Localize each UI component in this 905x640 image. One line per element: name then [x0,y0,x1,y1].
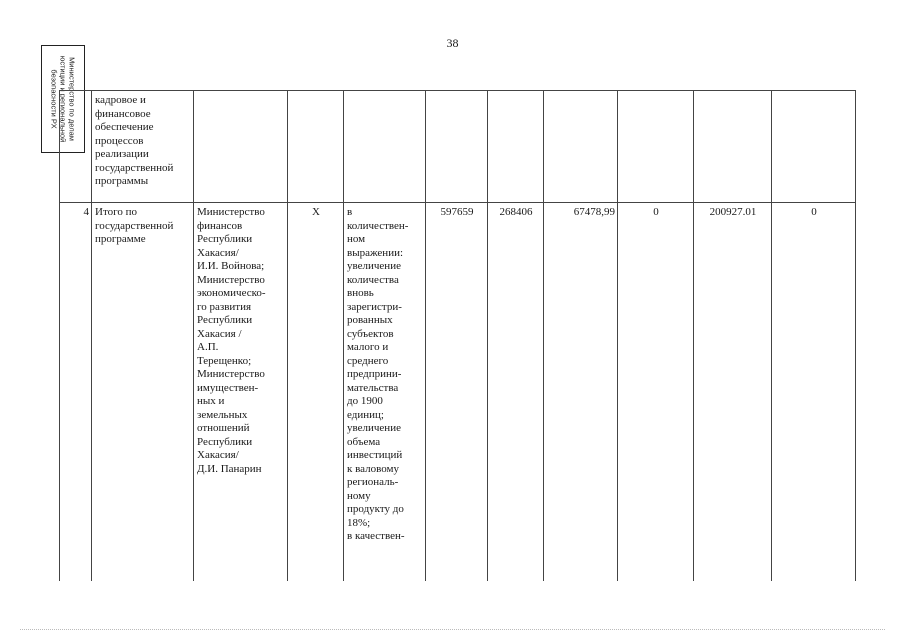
mark-cell: Х [288,203,344,581]
row-number-cell: 4 [60,203,92,581]
value-cell-2: 268406 [488,203,544,581]
page-number: 38 [446,36,459,50]
value-cell-1: 597659 [426,203,488,581]
value-cell-1 [426,91,488,203]
responsible-cell: Министерство финансов Республики Хакасия/ И.И. Войнова; Министерство экономическо- го развития Республики Хакасия / А.П. Терещенко; Министерство имуществен- ных и земельных отношений Республики Хакасия/ Д.И. Панарин [194,203,288,581]
measure-name-cell: Итого по государственной программе [92,203,194,581]
responsible-cell [194,91,288,203]
row-number-cell [60,91,92,203]
value-cell-3 [544,91,618,203]
table-row [60,203,856,581]
stamp-text: Министерство по делам юстиции и региональной безопасности РХ [49,55,77,143]
program-table [59,90,856,581]
value-cell-2 [488,91,544,203]
program-table-container [59,90,856,581]
scan-edge-line [20,629,885,630]
value-cell-3: 67478,99 [544,203,618,581]
mark-cell [288,91,344,203]
result-cell [344,91,426,203]
value-cell-6: 0 [772,203,856,581]
value-cell-5 [694,91,772,203]
measure-name-cell: кадровое и финансовое обеспечение процессов реализации государственной программы [92,91,194,203]
table-row [60,91,856,203]
value-cell-4 [618,91,694,203]
result-cell: в количествен- ном выражении: увеличение количества вновь зарегистри- рованных субъектов малого и среднего предприни- мательства до 1900 единиц; увеличение объема инвестиций к валовому региональ- ному продукту до 18%; в качествен- [344,203,426,581]
value-cell-5: 200927.01 [694,203,772,581]
value-cell-6 [772,91,856,203]
value-cell-4: 0 [618,203,694,581]
